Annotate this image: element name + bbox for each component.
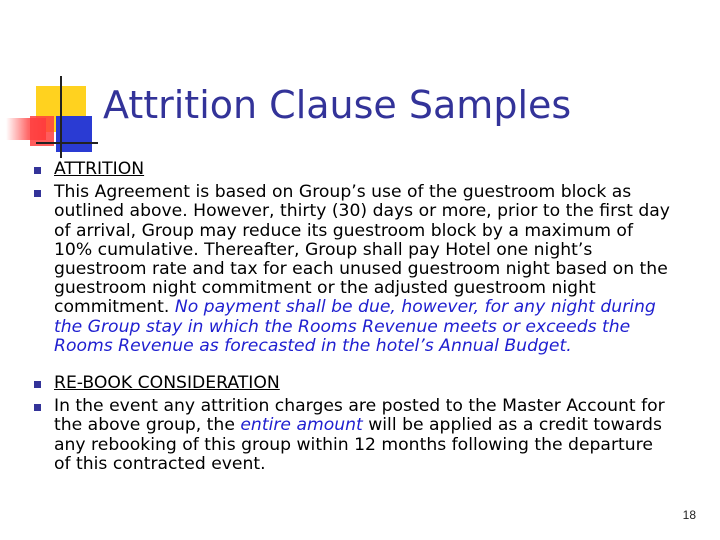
emphasis-text: No payment shall be due, however, for any night during the Group stay in which the Rooms Revenue meets or exceeds the Rooms Revenue as forecasted in the hotel’s Annual Budget. <box>54 297 656 356</box>
logo-vertical-line <box>60 76 62 158</box>
paragraph-text: This Agreement is based on Group’s use of the guestroom block as outlined above. However, thirty (30) days or more, prior to the first day of arrival, Group may reduce its guestroom block by a maximum of 10% cumulative. Thereafter, Group shall pay Hotel one night’s guestroom rate and tax for each unused guestroom night based on the guestroom night commitment or the adjusted guestroom night commitment. <box>54 182 670 318</box>
slide-title: Attrition Clause Samples <box>103 83 572 127</box>
square-bullet-icon <box>34 404 41 411</box>
logo-horizontal-line <box>36 142 98 144</box>
section-heading: RE-BOOK CONSIDERATION <box>54 373 280 394</box>
emphasis-text: entire amount <box>240 415 363 436</box>
slide-content <box>34 160 674 474</box>
paragraph-text: In the event any attrition charges are posted to the Master Account for the above group, the <box>54 396 665 436</box>
bullet-item-attrition-text <box>34 183 674 356</box>
slide-logo-graphic <box>0 0 110 170</box>
section-heading: ATTRITION <box>54 159 145 179</box>
square-bullet-icon <box>34 381 41 388</box>
bullet-item-rebook-text <box>34 397 674 474</box>
bullet-item-attrition-heading <box>34 160 674 179</box>
page-number: 18 <box>682 508 696 522</box>
square-bullet-icon <box>34 167 41 174</box>
square-bullet-icon <box>34 190 41 197</box>
paragraph-text: will be applied as a credit towards any rebooking of this group within 12 months following the departure of this contracted event. <box>54 415 662 474</box>
bullet-item-rebook-heading <box>34 374 674 393</box>
